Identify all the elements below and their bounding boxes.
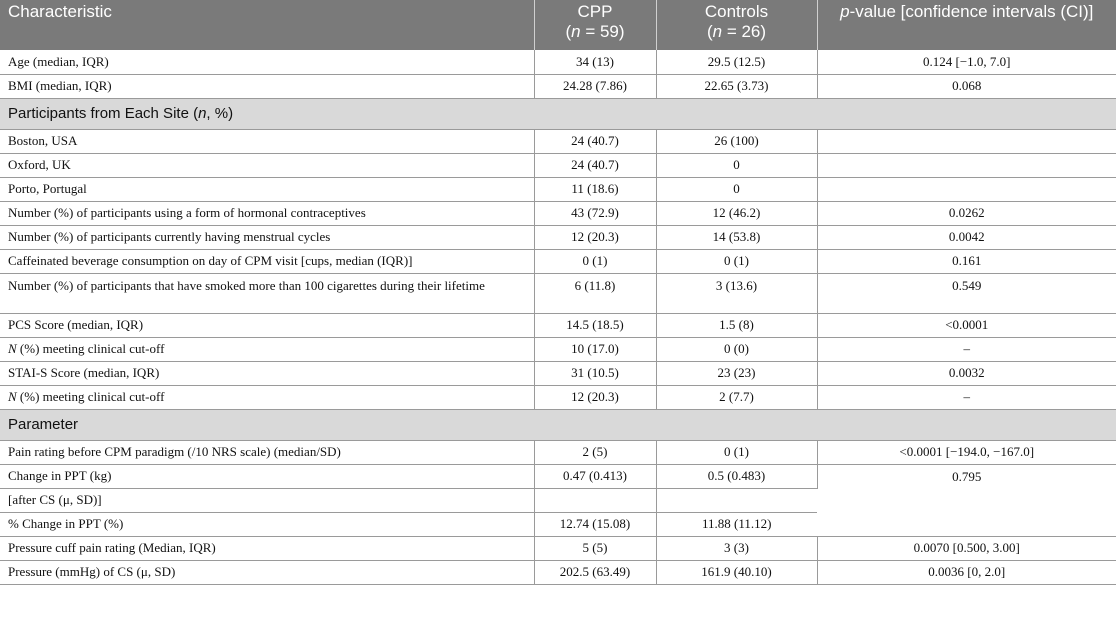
row-boston: [0, 129, 1116, 153]
cell-controls: 3 (3): [656, 536, 817, 560]
cell-p: [817, 129, 1116, 153]
cell-label: % Change in PPT (%): [0, 512, 534, 536]
cell-controls: 1.5 (8): [656, 313, 817, 337]
row-stai-cutoff: [0, 385, 1116, 409]
cell-p: 0.124 [−1.0, 7.0]: [817, 50, 1116, 74]
cell-label: BMI (median, IQR): [0, 74, 534, 98]
cell-p: 0.0036 [0, 2.0]: [817, 560, 1116, 584]
cell-label: Age (median, IQR): [0, 50, 534, 74]
cell-p: [817, 153, 1116, 177]
cell-label: Pain rating before CPM paradigm (/10 NRS scale) (median/SD): [0, 440, 534, 464]
cell-controls: 3 (13.6): [656, 273, 817, 313]
cell-cpp: 24 (40.7): [534, 153, 656, 177]
row-pressure: [0, 560, 1116, 584]
row-pcs: [0, 313, 1116, 337]
cell-cpp: 43 (72.9): [534, 201, 656, 225]
section-label: Parameter: [0, 409, 1116, 440]
section-label-a: Participants from Each Site (: [8, 104, 199, 122]
section-label-n: n: [198, 104, 207, 122]
cell-label-n: N: [8, 389, 17, 404]
row-contraceptives: [0, 201, 1116, 225]
cell-controls: 29.5 (12.5): [656, 50, 817, 74]
row-caffeine: [0, 249, 1116, 273]
cell-controls: 0: [656, 177, 817, 201]
cell-label: PCS Score (median, IQR): [0, 313, 534, 337]
header-controls-n-label: n: [712, 22, 723, 41]
cell-p: [817, 177, 1116, 201]
header-cpp-n-label: n: [571, 22, 581, 41]
cell-p: 0.0042: [817, 225, 1116, 249]
row-change-ppt: [0, 464, 1116, 488]
cell-p: <0.0001 [−194.0, −167.0]: [817, 440, 1116, 464]
cell-cpp: 0 (1): [534, 249, 656, 273]
cell-cpp: 12.74 (15.08): [534, 512, 656, 536]
row-smoked: [0, 273, 1116, 313]
cell-cpp: 2 (5): [534, 440, 656, 464]
row-porto: [0, 177, 1116, 201]
cell-label: Number (%) of participants that have smoked more than 100 cigarettes during their lifetime: [0, 273, 534, 313]
header-controls-n-rest: = 26): [722, 22, 767, 41]
cell-p: –: [817, 337, 1116, 361]
cell-controls: 26 (100): [656, 129, 817, 153]
row-stai: [0, 361, 1116, 385]
cell-controls: 0 (1): [656, 249, 817, 273]
header-controls: Controls (n = 26): [656, 0, 817, 50]
cell-label-rest: (%) meeting clinical cut-off: [16, 341, 165, 356]
row-age: [0, 50, 1116, 74]
cell-controls: 2 (7.7): [656, 385, 817, 409]
cell-label: Pressure cuff pain rating (Median, IQR): [0, 536, 534, 560]
header-cpp-n-rest: = 59): [580, 22, 625, 41]
cell-label-rest: (%) meeting clinical cut-off: [16, 389, 165, 404]
header-p-value: [817, 0, 1116, 50]
cell-controls: 161.9 (40.10): [656, 560, 817, 584]
cell-label: STAI-S Score (median, IQR): [0, 361, 534, 385]
cell-p: 0.161: [817, 249, 1116, 273]
row-oxford: [0, 153, 1116, 177]
cell-label: Porto, Portugal: [0, 177, 534, 201]
cell-p: 0.0070 [0.500, 3.00]: [817, 536, 1116, 560]
cell-cpp: 5 (5): [534, 536, 656, 560]
cell-controls: 0 (0): [656, 337, 817, 361]
cell-controls: 23 (23): [656, 361, 817, 385]
cell-p: 0.0262: [817, 201, 1116, 225]
cell-label: [0, 337, 534, 361]
cell-controls: 12 (46.2): [656, 201, 817, 225]
cell-label: Boston, USA: [0, 129, 534, 153]
cell-p: –: [817, 385, 1116, 409]
section-participants-site: [0, 98, 1116, 129]
cell-label: [after CS (μ, SD)]: [0, 488, 534, 512]
cell-p: 0.0032: [817, 361, 1116, 385]
header-characteristic: Characteristic: [0, 0, 534, 50]
cell-controls: 11.88 (11.12): [656, 512, 817, 536]
cell-controls: 0.5 (0.483): [656, 464, 817, 488]
cell-cpp: 12 (20.3): [534, 225, 656, 249]
header-p-label: p: [840, 2, 850, 21]
cell-p: <0.0001: [817, 313, 1116, 337]
row-pain-rating: [0, 440, 1116, 464]
row-menstrual: [0, 225, 1116, 249]
section-parameter: [0, 409, 1116, 440]
cell-controls: 14 (53.8): [656, 225, 817, 249]
cell-cpp: 31 (10.5): [534, 361, 656, 385]
cell-cpp: 0.47 (0.413): [534, 464, 656, 488]
row-pcs-cutoff: [0, 337, 1116, 361]
header-cpp-name: CPP: [577, 2, 613, 21]
cell-label: Caffeinated beverage consumption on day of CPM visit [cups, median (IQR)]: [0, 249, 534, 273]
cell-label: Pressure (mmHg) of CS (μ, SD): [0, 560, 534, 584]
cell-controls: 22.65 (3.73): [656, 74, 817, 98]
cell-label: [0, 385, 534, 409]
cell-controls: 0 (1): [656, 440, 817, 464]
cell-label: Number (%) of participants currently having menstrual cycles: [0, 225, 534, 249]
section-label: [0, 98, 1116, 129]
cell-cpp: 11 (18.6): [534, 177, 656, 201]
cell-cpp: 14.5 (18.5): [534, 313, 656, 337]
header-row: [0, 0, 1116, 50]
row-cuff-pain: [0, 536, 1116, 560]
cell-cpp: 24 (40.7): [534, 129, 656, 153]
cell-p: 0.549: [817, 273, 1116, 313]
cell-cpp: 34 (13): [534, 50, 656, 74]
cell-cpp: [534, 488, 656, 512]
cell-controls: 0: [656, 153, 817, 177]
cell-cpp: 12 (20.3): [534, 385, 656, 409]
cell-cpp: 6 (11.8): [534, 273, 656, 313]
section-label-b: , %): [206, 104, 234, 122]
cell-cpp: 10 (17.0): [534, 337, 656, 361]
cell-label: Oxford, UK: [0, 153, 534, 177]
header-cpp: CPP (n = 59): [534, 0, 656, 50]
cell-label: Number (%) of participants using a form of hormonal contraceptives: [0, 201, 534, 225]
cell-p: 0.068: [817, 74, 1116, 98]
cell-label-n: N: [8, 341, 17, 356]
cell-controls: [656, 488, 817, 512]
row-bmi: [0, 74, 1116, 98]
cell-cpp: 24.28 (7.86): [534, 74, 656, 98]
header-p-rest: -value [confidence intervals (CI)]: [849, 2, 1094, 21]
cell-label: Change in PPT (kg): [0, 464, 534, 488]
cell-cpp: 202.5 (63.49): [534, 560, 656, 584]
header-controls-name: Controls: [704, 2, 769, 21]
cell-p: 0.795: [817, 464, 1116, 536]
